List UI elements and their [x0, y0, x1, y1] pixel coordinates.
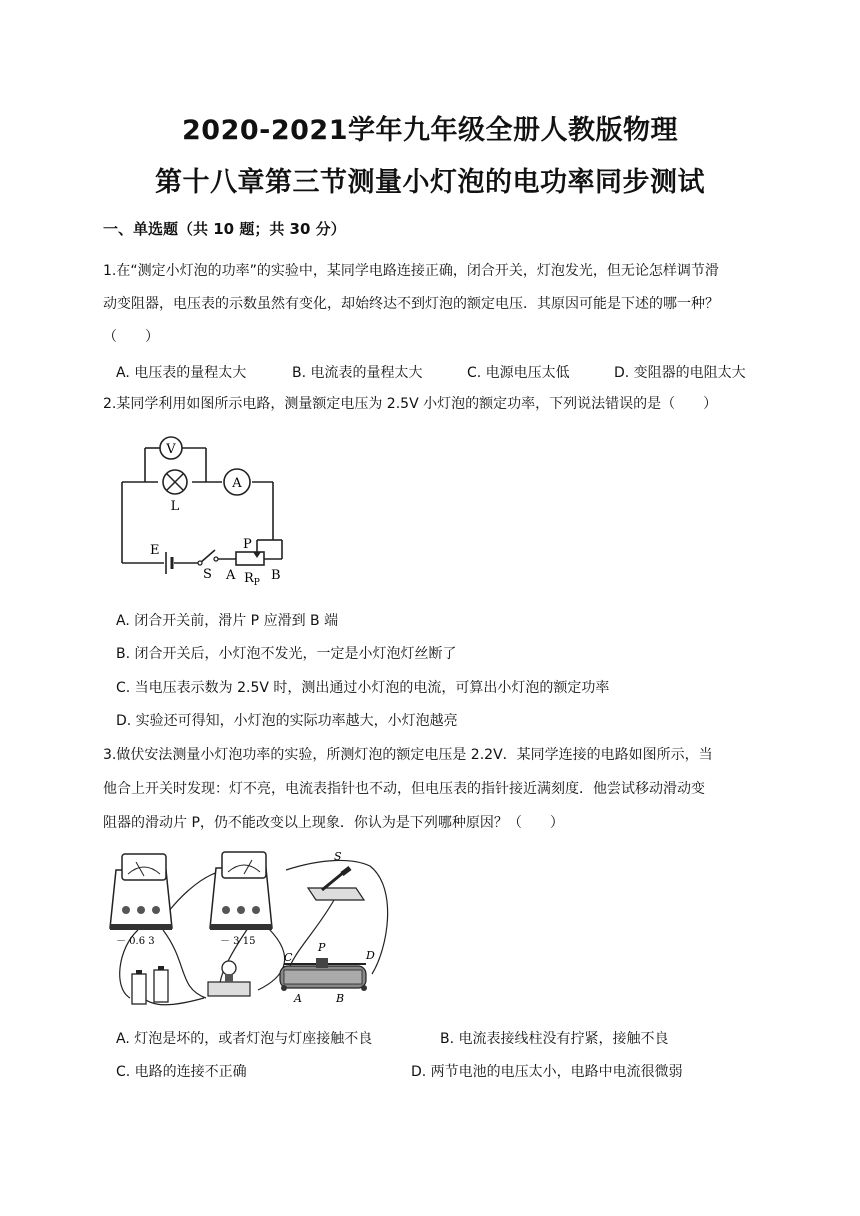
rheostat-b-label: B — [336, 992, 345, 1005]
voltmeter-icon — [160, 437, 182, 459]
q1-line2: 动变阻器，电压表的示数虽然有变化，却始终达不到灯泡的额定电压．其原因可能是下述的哪一种？ — [103, 296, 719, 312]
q2-line1: 2.某同学利用如图所示电路，测量额定电压为 2.5V 小灯泡的额定功率，下列说法错误的是（ ） — [103, 396, 718, 412]
q3-option-b: B. 电流表接线柱没有拧紧，接触不良 — [440, 1031, 669, 1047]
slider-label: P — [243, 537, 252, 552]
svg-text:A: A — [232, 476, 242, 491]
q3-apparatus-figure — [108, 848, 400, 1012]
rheostat-d-label: D — [366, 949, 375, 962]
rheostat-icon — [236, 552, 264, 565]
q1-option-a: A. 电压表的量程太大 — [116, 365, 247, 381]
q3-line2: 他合上开关时发现：灯不亮，电流表指针也不动，但电压表的指针接近满刻度．他尝试移动滑动变 — [103, 781, 705, 797]
q3-option-c: C. 电路的连接不正确 — [116, 1064, 247, 1080]
lamp-label: L — [170, 499, 180, 514]
q1-line1: 1.在“测定小灯泡的功率”的实验中，某同学电路连接正确，闭合开关，灯泡发光，但无论怎样调节滑 — [103, 263, 719, 279]
rheostat-a-label: A — [294, 992, 302, 1005]
battery-icon — [132, 966, 168, 1004]
q2-option-c: C. 当电压表示数为 2.5V 时，测出通过小灯泡的电流，可算出小灯泡的额定功率 — [116, 680, 610, 696]
ammeter-terminals-label: － 0.6 3 — [116, 936, 155, 947]
end-b-label: B — [271, 568, 281, 583]
lamp-icon — [208, 961, 250, 996]
q3-line1: 3.做伏安法测量小灯泡功率的实验，所测灯泡的额定电压是 2.2V．某同学连接的电路如图所示，当 — [103, 747, 713, 763]
slider-label: P — [318, 941, 326, 954]
q3-line3: 阻器的滑动片 P，仍不能改变以上现象．你认为是下列哪种原因？（ ） — [103, 815, 564, 831]
battery-icon — [166, 552, 172, 574]
resistor-label: $R_P$ — [244, 571, 260, 588]
switch-label: S — [334, 850, 342, 863]
battery-label: E — [150, 543, 160, 558]
q2-circuit-diagram — [110, 432, 300, 588]
q3-option-a: A. 灯泡是坏的，或者灯泡与灯座接触不良 — [116, 1031, 373, 1047]
rheostat-icon — [280, 958, 367, 991]
q2-option-d: D. 实验还可得知，小灯泡的实际功率越大，小灯泡越亮 — [116, 713, 458, 729]
lamp-icon — [163, 470, 187, 494]
voltmeter-icon — [210, 852, 272, 930]
svg-text:V: V — [166, 442, 176, 457]
title-line1: 2020-2021学年九年级全册人教版物理 — [182, 115, 678, 146]
title-line2: 第十八章第三节测量小灯泡的电功率同步测试 — [155, 167, 705, 198]
q1-line3: （ ） — [103, 329, 159, 345]
q2-option-a: A. 闭合开关前，滑片 P 应滑到 B 端 — [116, 613, 339, 629]
q1-option-d: D. 变阻器的电阻太大 — [614, 365, 746, 381]
q1-option-b: B. 电流表的量程太大 — [292, 365, 423, 381]
ammeter-icon — [110, 854, 172, 930]
voltmeter-terminals-label: － 3 15 — [220, 936, 256, 947]
switch-icon — [308, 868, 364, 900]
q2-option-b: B. 闭合开关后，小灯泡不发光，一定是小灯泡灯丝断了 — [116, 646, 457, 662]
ammeter-icon — [224, 469, 250, 495]
switch-contact-icon — [198, 561, 202, 565]
section-heading: 一、单选题（共 10 题；共 30 分） — [103, 220, 346, 238]
end-a-label: A — [226, 568, 236, 583]
q3-option-d: D. 两节电池的电压太小，电路中电流很微弱 — [411, 1064, 683, 1080]
q1-option-c: C. 电源电压太低 — [467, 365, 570, 381]
switch-label: S — [203, 567, 212, 582]
rheostat-c-label: C — [284, 951, 293, 964]
